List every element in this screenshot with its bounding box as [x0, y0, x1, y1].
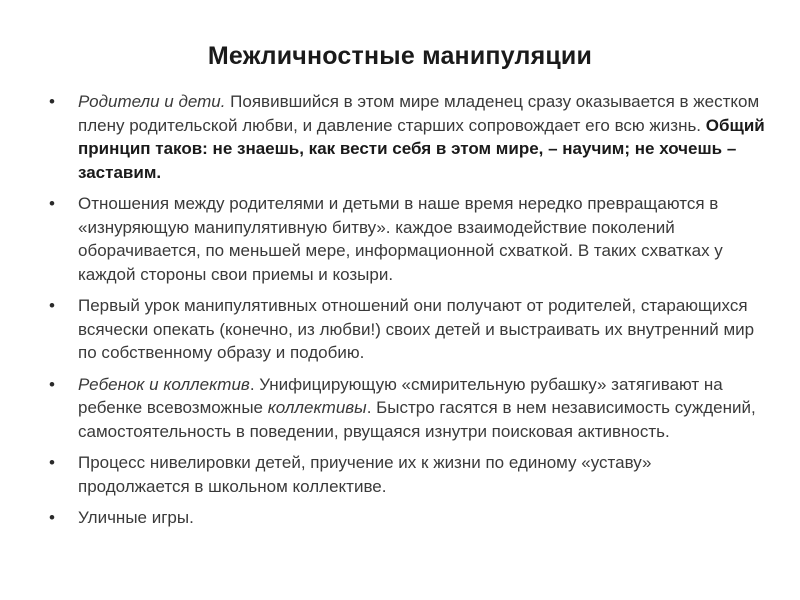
- bullet-item: [45, 294, 765, 365]
- bullet-dot-icon: •: [49, 296, 55, 315]
- bullet-emphasis: коллективы: [267, 398, 367, 417]
- bullet-text: Уличные игры.: [78, 508, 194, 527]
- slide-title: Межличностные манипуляции: [207, 42, 593, 70]
- bullet-item: [45, 506, 765, 530]
- bullet-dot-icon: •: [49, 92, 55, 111]
- bullet-dot-icon: •: [49, 453, 55, 472]
- bullet-item: [45, 373, 765, 444]
- bullet-list: [45, 90, 765, 538]
- bullet-text: Процесс нивелировки детей, приучение их к жизни по единому «уставу» продолжается в школьном коллективе.: [78, 453, 652, 496]
- bullet-dot-icon: •: [49, 194, 55, 213]
- bullet-strong-text: Общий принцип таков: не знаешь, как вести себя в этом мире, – научим; не хочешь – заставим.: [78, 115, 765, 182]
- bullet-item: [45, 90, 765, 184]
- bullet-text: . Быстро гасятся в нем независимость суждений, самостоятельность в поведении, рвущаяся изнутри поисковая активность.: [78, 398, 756, 441]
- bullet-lead: Ребенок и коллектив: [78, 374, 250, 394]
- bullet-dot-icon: •: [49, 374, 55, 394]
- bullet-text: . Унифицирующую «смирительную рубашку» затягивают на ребенке всевозможные: [78, 374, 723, 417]
- bullet-lead: Родители и дети.: [78, 92, 226, 111]
- bullet-item: [45, 192, 765, 286]
- bullet-item: [45, 451, 765, 498]
- bullet-text: Отношения между родителями и детьми в наше время нередко превращаются в «изнуряющую манипулятивную битву». каждое взаимодействие поколений оборачивается, по меньшей мере, информационной схваткой. В таких схватках у каждой стороны свои приемы и козыри.: [78, 194, 723, 284]
- bullet-text: Появившийся в этом мире младенец сразу оказывается в жестком плену родительской любви, и давление старших сопровождает его всю жизнь.: [78, 92, 760, 135]
- bullet-dot-icon: •: [49, 508, 55, 527]
- bullet-text: Первый урок манипулятивных отношений они получают от родителей, старающихся всячески опекать (конечно, из любви!) своих детей и выстраивать их внутренний мир по собственному образу и подобию.: [78, 296, 755, 362]
